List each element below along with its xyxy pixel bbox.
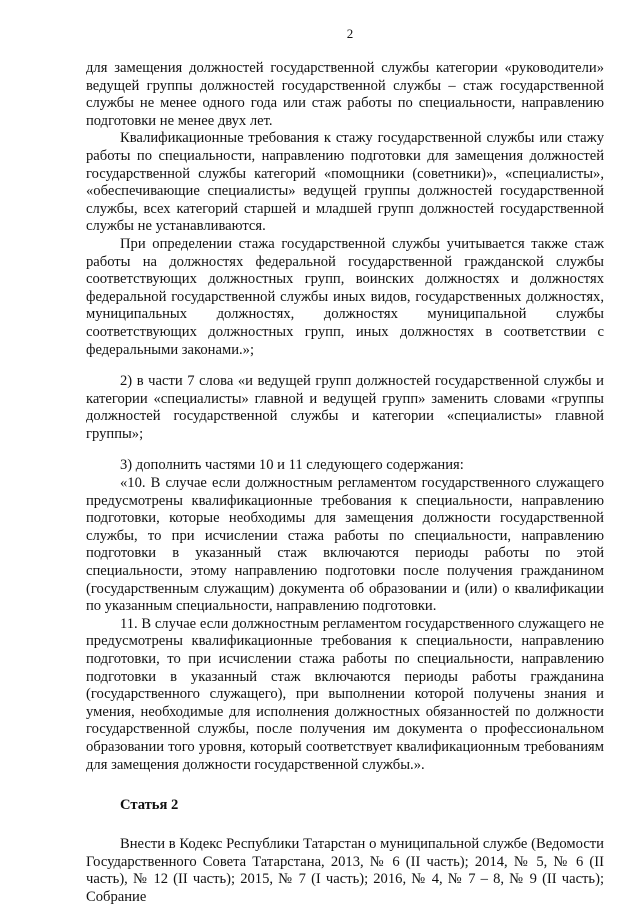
spacer <box>86 814 604 836</box>
paragraph-7: 11. В случае если должностным регламентом государственного служащего не предусмотрены квалификационные требования к специальности, направлению подготовки, то при исчислении стажа работы по специальности, направлению подготовки в указанный стаж включаются периоды работы гражданина (государственного служащего), при выполнении которой получены знания и умения, необходимые для исполнения должностных обязанностей по должности государственной службы, после получения им документа о профессиональном образовании того уровня, который соответствует квалификационным требованиям для замещения должности государственной службы.». <box>86 615 604 773</box>
paragraph-4: 2) в части 7 слова «и ведущей групп должностей государственной службы и категории «специалисты» главной и ведущей групп» заменить словами «группы должностей государственной службы и категории «специалисты» главной группы»; <box>86 373 604 442</box>
paragraph-8: Внести в Кодекс Республики Татарстан о муниципальной службе (Ведомости Государственного Совета Татарстана, 2013, № 6 (II часть); 2014, № 5, № 6 (II часть), № 12 (II часть); 2015, № 7 (I часть); 2016, № 4, № 7 – 8, № 9 (II часть); Собрание <box>86 836 604 905</box>
article-heading: Статья 2 <box>120 797 179 814</box>
paragraph-2: Квалификационные требования к стажу государственной службы или стажу работы по специальности, направлению подготовки для замещения должностей государственной службы категорий «помощники (советники)», «специалисты», «обеспечивающие специалисты» ведущей группы должностей государственной службы, всех категорий старшей и младшей групп должностей государственной службы не устанавливаются. <box>86 130 604 235</box>
page-number: 2 <box>346 26 354 41</box>
spacer <box>86 359 604 373</box>
paragraph-5: 3) дополнить частями 10 и 11 следующего содержания: <box>120 457 464 474</box>
spacer <box>86 774 604 796</box>
spacer <box>86 443 604 457</box>
paragraph-1: для замещения должностей государственной службы категории «руководители» ведущей группы должностей государственной службы – стаж государственной службы не менее одного года или стаж работы по специальности, направлению подготовки не менее двух лет. <box>86 60 604 129</box>
paragraph-6: «10. В случае если должностным регламентом государственного служащего предусмотрены квалификационные требования к специальности, направлению подготовки, которые необходимы для замещения должности государственной службы, то при исчислении стажа работы по специальности, направлению подготовки в указанный стаж включаются периоды работы по этой специальности, этому направлению подготовки после получения гражданином (государственным служащим) документа об образовании и (или) о квалификации по указанным специальности, направлению подготовки. <box>86 475 604 615</box>
paragraph-3: При определении стажа государственной службы учитывается также стаж работы на должностях федеральной государственной гражданской службы соответствующих должностных групп, воинских должностях и должностях федеральной государственной службы иных видов, государственных должностях, муниципальных должностях, должностях муниципальной службы соответствующих должностных групп, иных должностях в соответствии с федеральными законами.»; <box>86 235 604 358</box>
